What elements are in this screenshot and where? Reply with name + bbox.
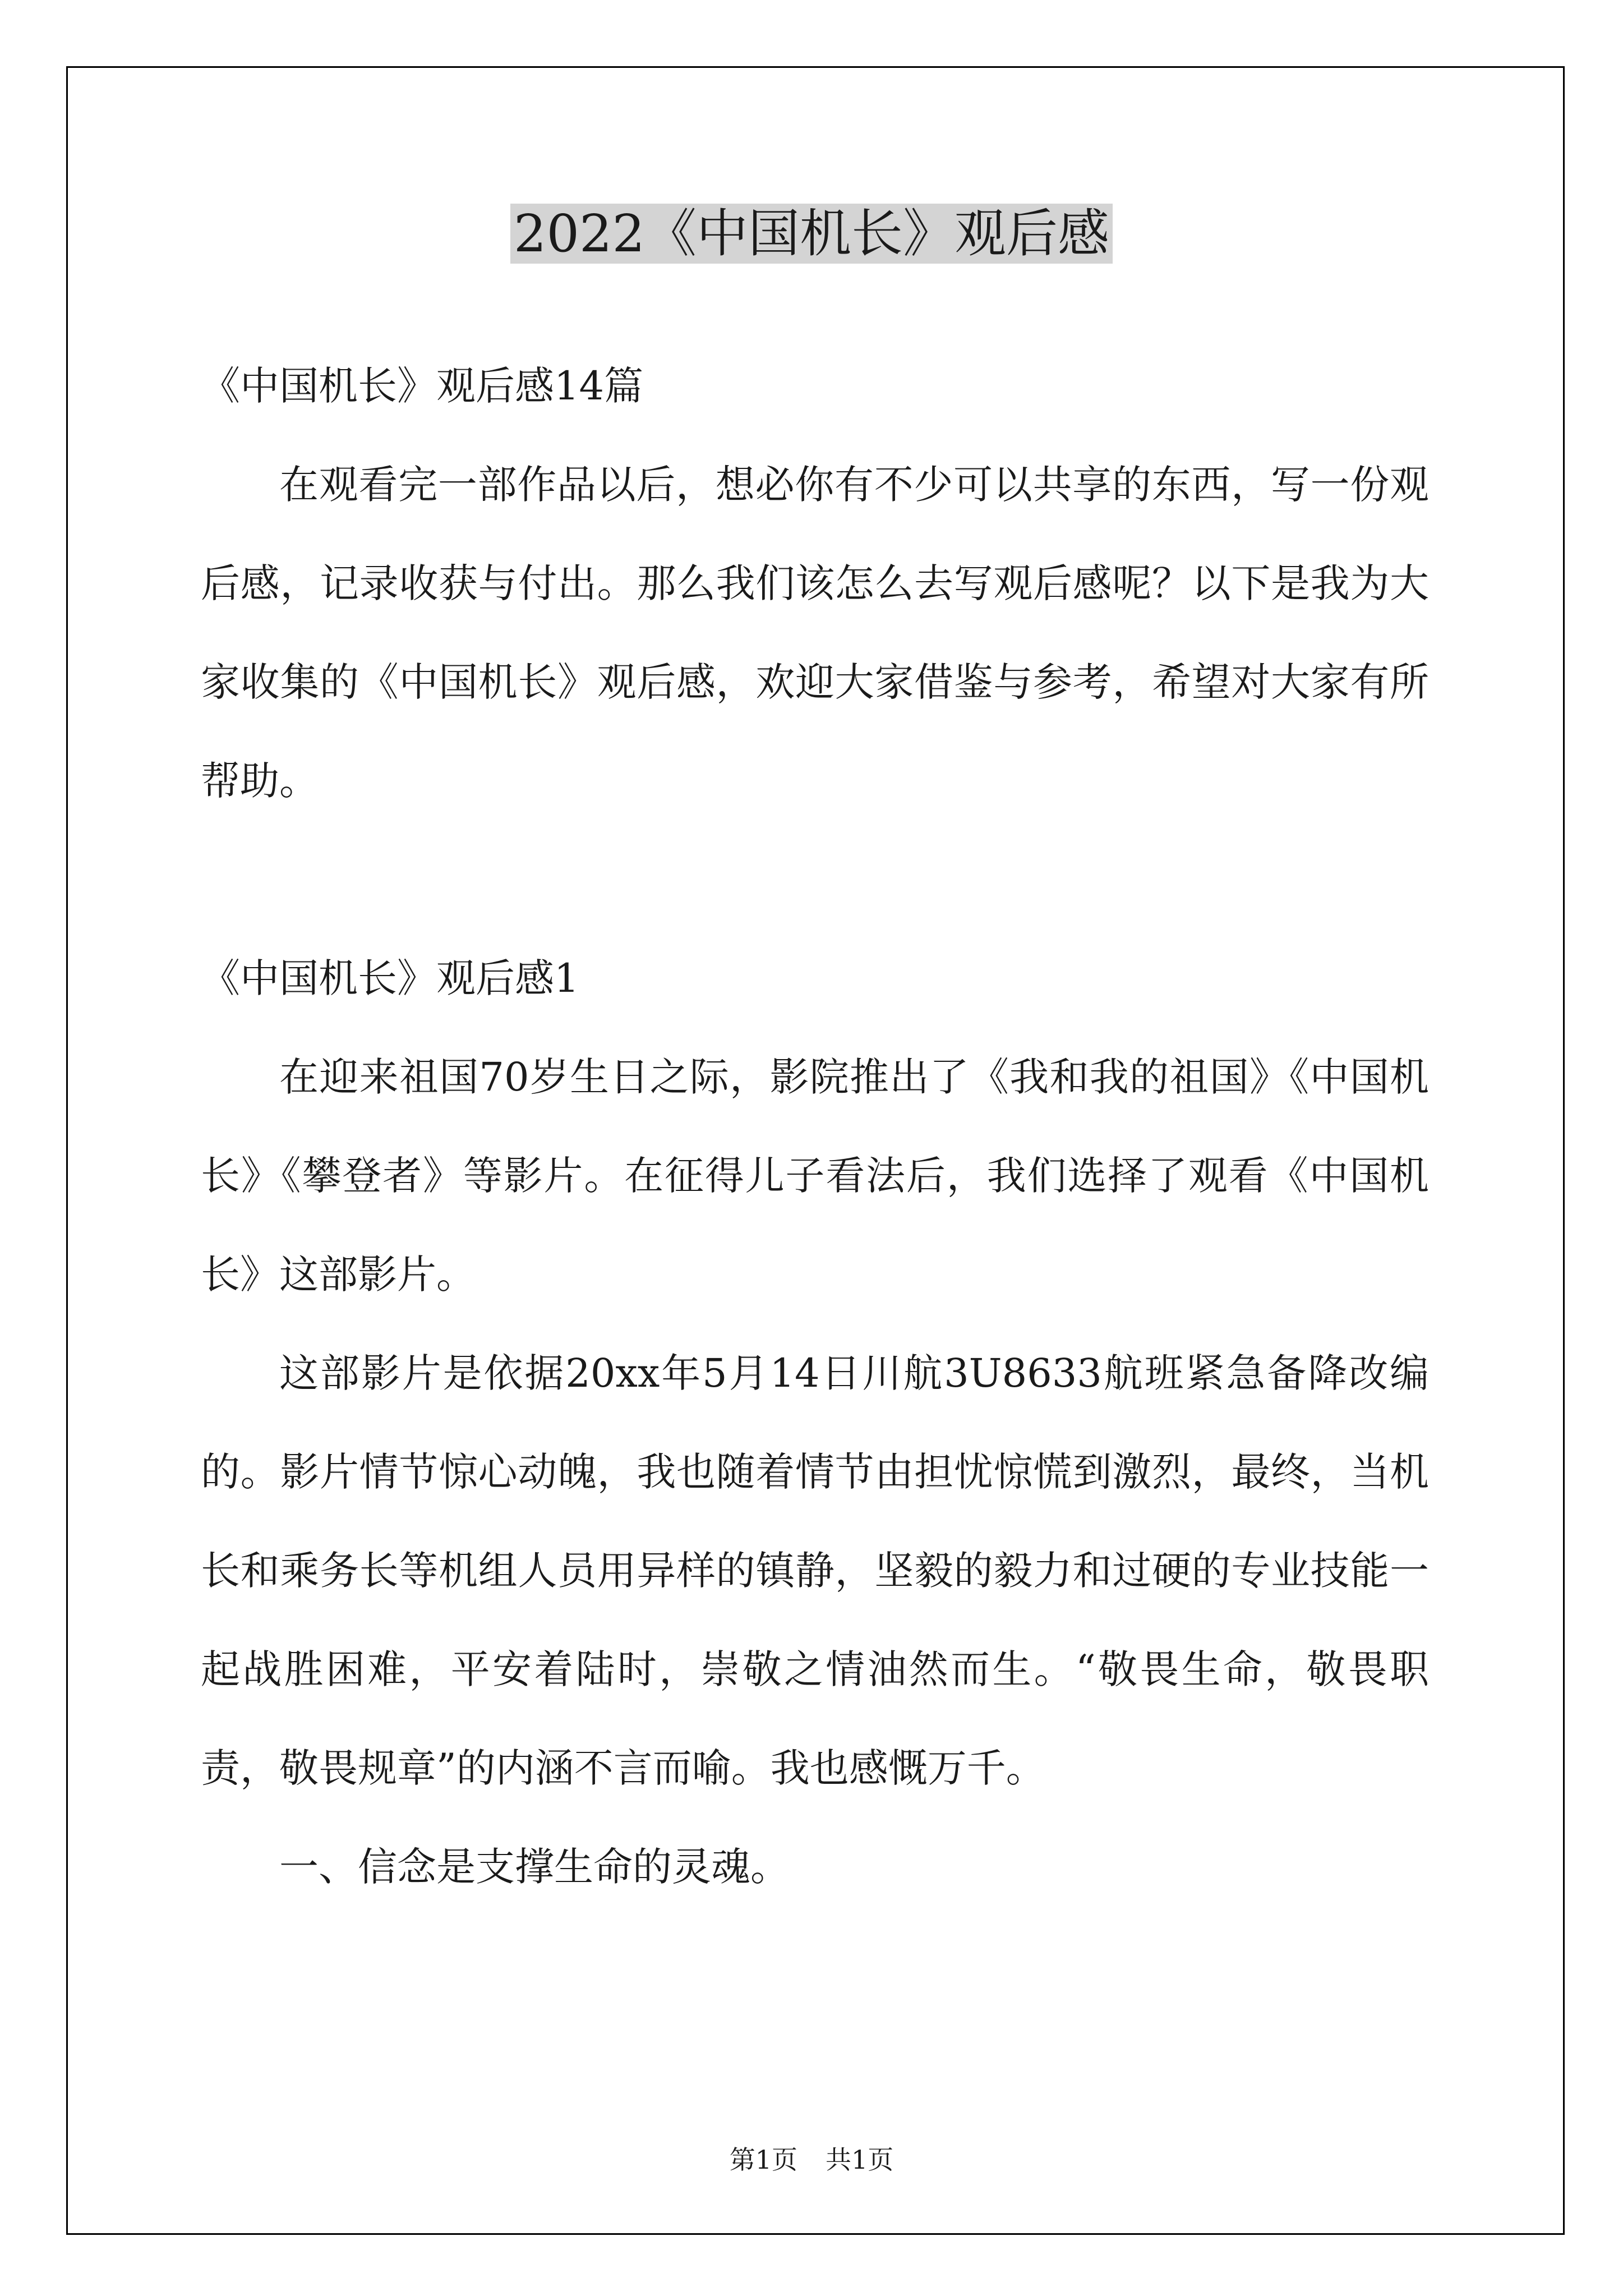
page-footer <box>0 2143 1623 2177</box>
document-title <box>0 197 1623 270</box>
intro-paragraph: 在观看完一部作品以后，想必你有不少可以共享的东西，写一份观后感，记录收获与付出。那么我们该怎么去写观后感呢？以下是我为大家收集的《中国机长》观后感，欢迎大家借鉴与参考，希望对大家有所帮助。 <box>201 462 1429 804</box>
page-number: 第1页 <box>729 2145 797 2175</box>
body-paragraph: 在迎来祖国70岁生日之际，影院推出了《我和我的祖国》《中国机长》《攀登者》等影片。在征得儿子看法后，我们选择了观看《中国机长》这部影片。 <box>201 1054 1429 1297</box>
document-body <box>201 337 1429 1916</box>
document-title-text: 2022《中国机长》观后感 <box>510 204 1113 264</box>
page-total: 共1页 <box>826 2145 894 2175</box>
blank-line <box>201 830 1429 929</box>
body-paragraph: 这部影片是依据20xx年5月14日川航3U8633航班紧急备降改编的。影片情节惊心动魄，我也随着情节由担忧惊慌到激烈，最终，当机长和乘务长等机组人员用异样的镇静，坚毅的毅力和过硬的专业技能一起战胜困难，平安着陆时，崇敬之情油然而生。“敬畏生命，敬畏职责，敬畏规章”的内涵不言而喻。我也感慨万千。 <box>201 1350 1429 1791</box>
section-heading: 《中国机长》观后感1 <box>201 955 579 1001</box>
document-subtitle: 《中国机长》观后感14篇 <box>201 363 644 409</box>
body-paragraph: 一、信念是支撑生命的灵魂。 <box>279 1844 790 1890</box>
